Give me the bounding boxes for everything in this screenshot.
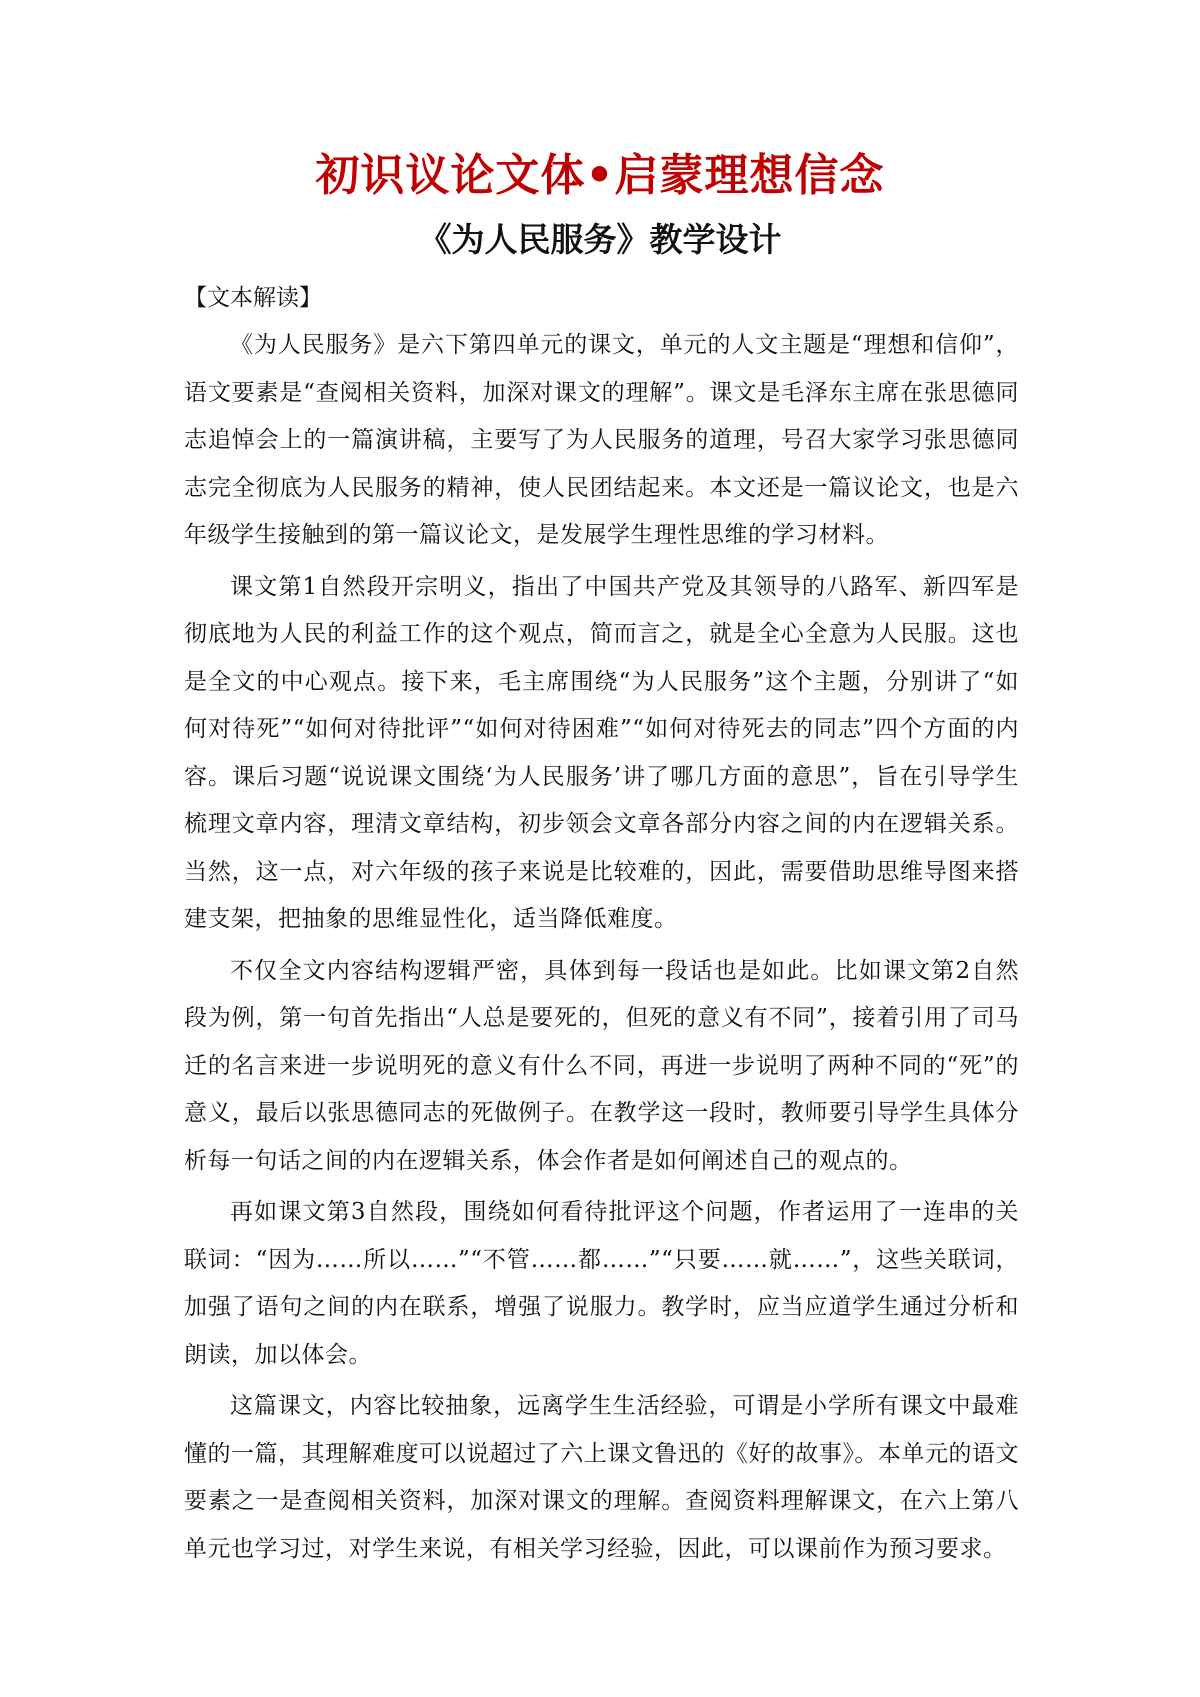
paragraph-3: 不仅全文内容结构逻辑严密，具体到每一段话也是如此。比如课文第2自然段为例，第一句首先指出“人总是要死的，但死的意义有不同”，接着引用了司马迁的名言来进一步说明死的意义有什么不同，再进一步说明了两种不同的“死”的意义，最后以张思德同志的死做例子。在教学这一段时，教师要引导学生具体分析每一句话之间的内在逻辑关系，体会作者是如何阐述自己的观点的。: [184, 957, 1019, 1174]
section-heading: 【文本解读】: [184, 285, 322, 311]
document-body: [184, 278, 1019, 1577]
paragraph-2: 课文第1自然段开宗明义，指出了中国共产党及其领导的八路军、新四军是彻底地为人民的利益工作的这个观点，简而言之，就是全心全意为人民服。这也是全文的中心观点。接下来，毛主席围绕“为人民服务”这个主题，分别讲了“如何对待死”“如何对待批评”“如何对待困难”“如何对待死去的同志”四个方面的内容。课后习题“说说课文围绕‘为人民服务’讲了哪几方面的意思”，旨在引导学生梳理文章内容，理清文章结构，初步领会文章各部分内容之间的内在逻辑关系。当然，这一点，对六年级的孩子来说是比较难的，因此，需要借助思维导图来搭建支架，把抽象的思维显性化，适当降低难度。: [184, 573, 1019, 932]
document-title: 初识议论文体•启蒙理想信念: [315, 150, 885, 201]
paragraph-5: 这篇课文，内容比较抽象，远离学生生活经验，可谓是小学所有课文中最难懂的一篇，其理解难度可以说超过了六上课文鲁迅的《好的故事》。本单元的语文要素之一是查阅相关资料，加深对课文的理解。查阅资料理解课文，在六上第八单元也学习过，对学生来说，有相关学习经验，因此，可以课前作为预习要求。: [184, 1393, 1019, 1562]
document-subtitle: 《为人民服务》教学设计: [418, 220, 782, 259]
paragraph-1: 《为人民服务》是六下第四单元的课文，单元的人文主题是“理想和信仰”，语文要素是“查阅相关资料，加深对课文的理解”。课文是毛泽东主席在张思德同志追悼会上的一篇演讲稿，主要写了为人民服务的道理，号召大家学习张思德同志完全彻底为人民服务的精神，使人民团结起来。本文还是一篇议论文，也是六年级学生接触到的第一篇议论文，是发展学生理性思维的学习材料。: [184, 332, 1019, 548]
paragraph-4: 再如课文第3自然段，围绕如何看待批评这个问题，作者运用了一连串的关联词：“因为……所以……”“不管……都……”“只要……就……”，这些关联词，加强了语句之间的内在联系，增强了说服力。教学时，应当应道学生通过分析和朗读，加以体会。: [184, 1199, 1019, 1368]
